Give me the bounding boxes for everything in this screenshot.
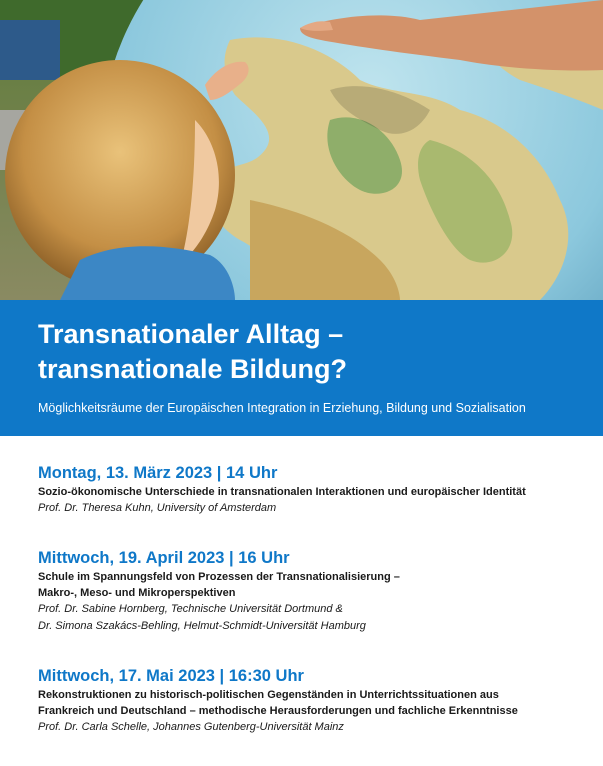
- title-line-1: Transnationaler Alltag –: [38, 319, 344, 349]
- title-line-2: transnationale Bildung?: [38, 354, 348, 384]
- event-speaker: Prof. Dr. Theresa Kuhn, University of Amsterdam: [38, 502, 277, 514]
- event-date: Montag, 13. März 2023 | 14 Uhr: [38, 464, 278, 482]
- title-banner: [0, 300, 603, 436]
- event-item: [38, 665, 518, 736]
- globe-photo-icon: [0, 0, 603, 300]
- event-title: Schule im Spannungsfeld von Prozessen der Transnationalisierung –: [38, 571, 400, 583]
- page-subtitle: Möglichkeitsräume der Europäischen Integration in Erziehung, Bildung und Sozialisation: [38, 401, 526, 415]
- event-item: [38, 547, 400, 635]
- event-speaker: Prof. Dr. Carla Schelle, Johannes Gutenberg-Universität Mainz: [38, 721, 344, 733]
- event-title: Makro-, Meso- und Mikroperspektiven: [38, 587, 236, 599]
- event-title: Sozio-ökonomische Unterschiede in transnationalen Interaktionen und europäischer Identität: [38, 486, 526, 498]
- event-speaker: Dr. Simona Szakács-Behling, Helmut-Schmidt-Universität Hamburg: [38, 620, 366, 632]
- event-item: [38, 462, 526, 517]
- event-title: Frankreich und Deutschland – methodische Herausforderungen und fachliche Erkenntnisse: [38, 705, 518, 717]
- event-date: Mittwoch, 19. April 2023 | 16 Uhr: [38, 549, 290, 567]
- event-speaker: Prof. Dr. Sabine Hornberg, Technische Universität Dortmund &: [38, 603, 343, 615]
- event-date: Mittwoch, 17. Mai 2023 | 16:30 Uhr: [38, 667, 304, 685]
- event-title: Rekonstruktionen zu historisch-politischen Gegenständen in Unterrichtssituationen aus: [38, 689, 499, 701]
- hero-image: [0, 0, 603, 300]
- page-title: [38, 317, 347, 387]
